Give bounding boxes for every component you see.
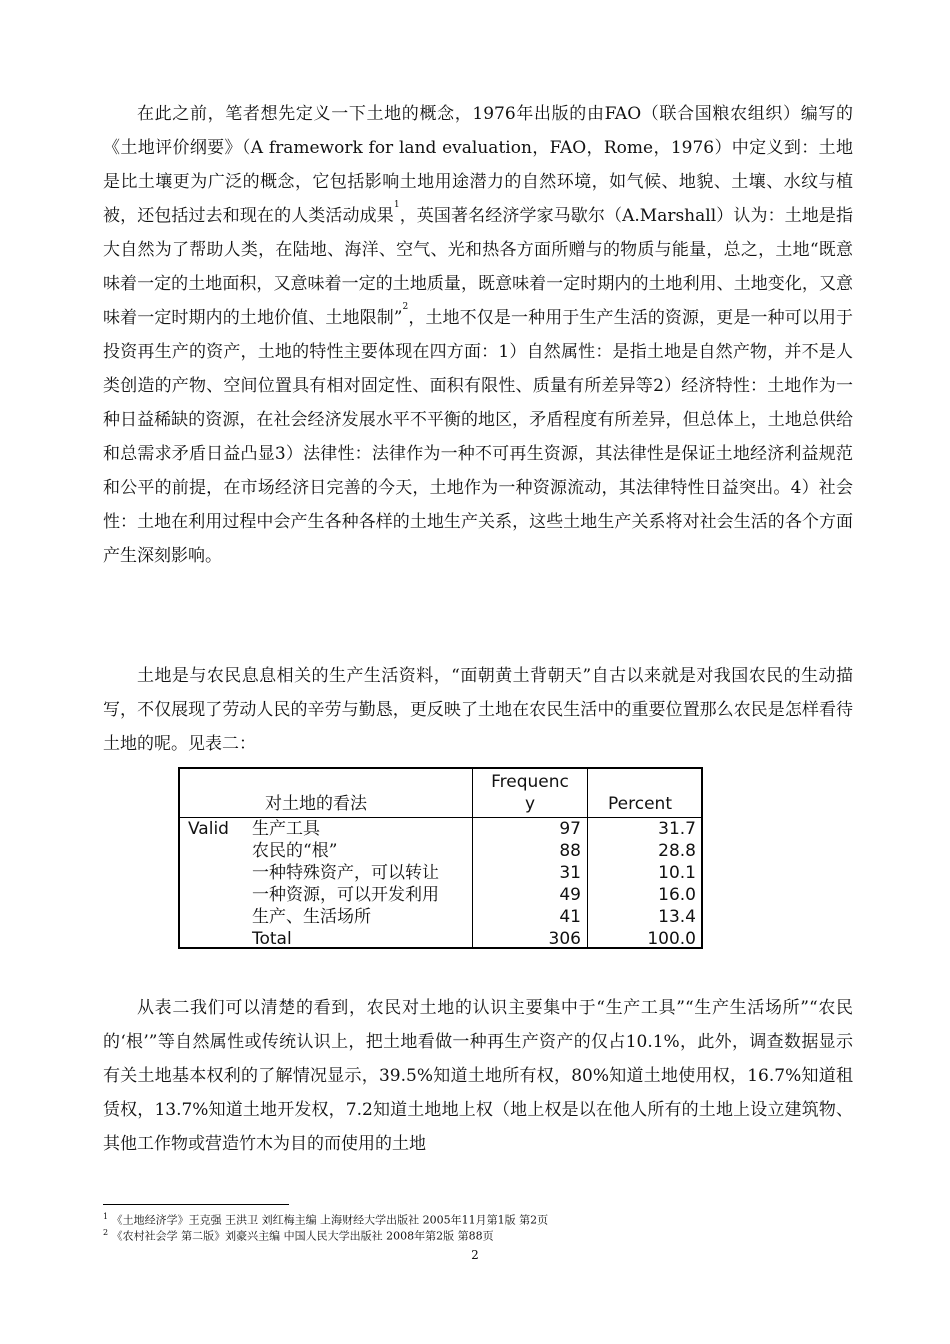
- footnote-ref-2[interactable]: 2: [402, 302, 409, 312]
- footnote-text: 《农村社会学 第二版》刘豪兴主编 中国人民大学出版社 2008年第2版 第88页: [111, 1229, 494, 1243]
- table-total-percent: 100.0: [647, 929, 696, 949]
- footnote-mark: 2: [103, 1228, 109, 1237]
- table-row-frequency: 88: [559, 841, 581, 861]
- table-row-label: 一种资源，可以开发利用: [252, 885, 439, 905]
- paragraph-land-definition: [103, 97, 853, 573]
- footnote-2: [103, 1225, 494, 1244]
- footnote-text: 《土地经济学》王克强 王洪卫 刘红梅主编 上海财经大学出版社 2005年11月第1版 第2页: [111, 1213, 549, 1227]
- table-divider-label-freq: [472, 769, 473, 947]
- table-header-percent: Percent: [608, 794, 672, 814]
- table-header-frequency-line1: Frequenc: [491, 772, 569, 792]
- footnote-ref-1[interactable]: 1: [393, 200, 400, 210]
- page-number: 2: [471, 1248, 479, 1262]
- paragraph-table-analysis: 从表二我们可以清楚的看到，农民对土地的认识主要集中于“生产工具”“生产生活场所”“农民的‘根’”等自然属性或传统认识上，把土地看做一种再生产资产的仅占10.1%，此外，调查数据显示有关土地基本权利的了解情况显示，39.5%知道土地所有权，80%知道土地使用权，16.7%知道租赁权，13.7%知道土地开发权，7.2知道土地地上权（地上权是以在他人所有的土地上设立建筑物、其他工作物或营造竹木为目的而使用的土地: [103, 998, 853, 1154]
- table-row-label: 一种特殊资产，可以转让: [252, 863, 439, 883]
- table-total-frequency: 306: [548, 929, 581, 949]
- table-row-label: 农民的“根”: [252, 841, 338, 861]
- table-row-frequency: 41: [559, 907, 581, 927]
- table-row-percent: 28.8: [658, 841, 696, 861]
- table-header-frequency-line2: y: [524, 794, 536, 814]
- table-row-label: 生产工具: [252, 819, 320, 839]
- para1-text-b: ，英国著名经济学家马歇尔（A.Marshall）认为：土地是指大自然为了帮助人类，在陆地、海洋、空气、光和热各方面所赠与的物质与能量，总之，土地“既意味着一定的土地面积，又意味着一定的土地质量，既意味着一定时期内的土地利用、土地变化，又意味着一定时期内的土地价值、土地限制”: [103, 206, 854, 328]
- table-row-percent: 13.4: [658, 907, 696, 927]
- table-row-frequency: 49: [559, 885, 581, 905]
- table-row-label: 生产、生活场所: [252, 907, 371, 927]
- table-row-percent: 16.0: [658, 885, 696, 905]
- table-row-percent: 10.1: [658, 863, 696, 883]
- table-divider-freq-percent: [587, 769, 588, 947]
- table-header-label: 对土地的看法: [265, 794, 367, 814]
- paragraph-farmers-land: 土地是与农民息息相关的生产生活资料，“面朝黄土背朝天”自古以来就是对我国农民的生动描写，不仅展现了劳动人民的辛劳与勤恳，更反映了土地在农民生活中的重要位置那么农民是怎样看待土地的呢。见表二：: [103, 666, 853, 754]
- table-valid-label: Valid: [188, 819, 229, 839]
- table-land-views: [178, 767, 703, 949]
- para1-text-c: ，土地不仅是一种用于生产生活的资源，更是一种可以用于投资再生产的资产，土地的特性主要体现在四方面：1）自然属性：是指土地是自然产物，并不是人类创造的产物、空间位置具有相对固定性、面积有限性、质量有所差异等2）经济特性：土地作为一种日益稀缺的资源，在社会经济发展水平不平衡的地区，矛盾程度有所差异，但总体上，土地总供给和总需求矛盾日益凸显3）法律性：法律作为一种不可再生资源，其法律性是保证土地经济利益规范和公平的前提，在市场经济日完善的今天，土地作为一种资源流动，其法律特性日益突出。4）社会性：土地在利用过程中会产生各种各样的土地生产关系，这些土地生产关系将对社会生活的各个方面产生深刻影响。: [103, 308, 853, 566]
- table-row-frequency: 31: [559, 863, 581, 883]
- table-row-frequency: 97: [559, 819, 581, 839]
- table-total-label: Total: [252, 929, 292, 949]
- table-row-percent: 31.7: [658, 819, 696, 839]
- footnote-mark: 1: [103, 1212, 109, 1221]
- footnote-separator: [103, 1204, 289, 1205]
- para1-text-a: 在此之前，笔者想先定义一下土地的概念，1976年出版的由FAO（联合国粮农组织）编写的《土地评价纲要》（A framework for land evaluation，FAO，Rome，1976）中定义到：土地是比土壤更为广泛的概念，它包括影响土地用途潜力的自然环境，如气候、地貌、土壤、水纹与植被，还包括过去和现在的人类活动成果: [103, 104, 853, 226]
